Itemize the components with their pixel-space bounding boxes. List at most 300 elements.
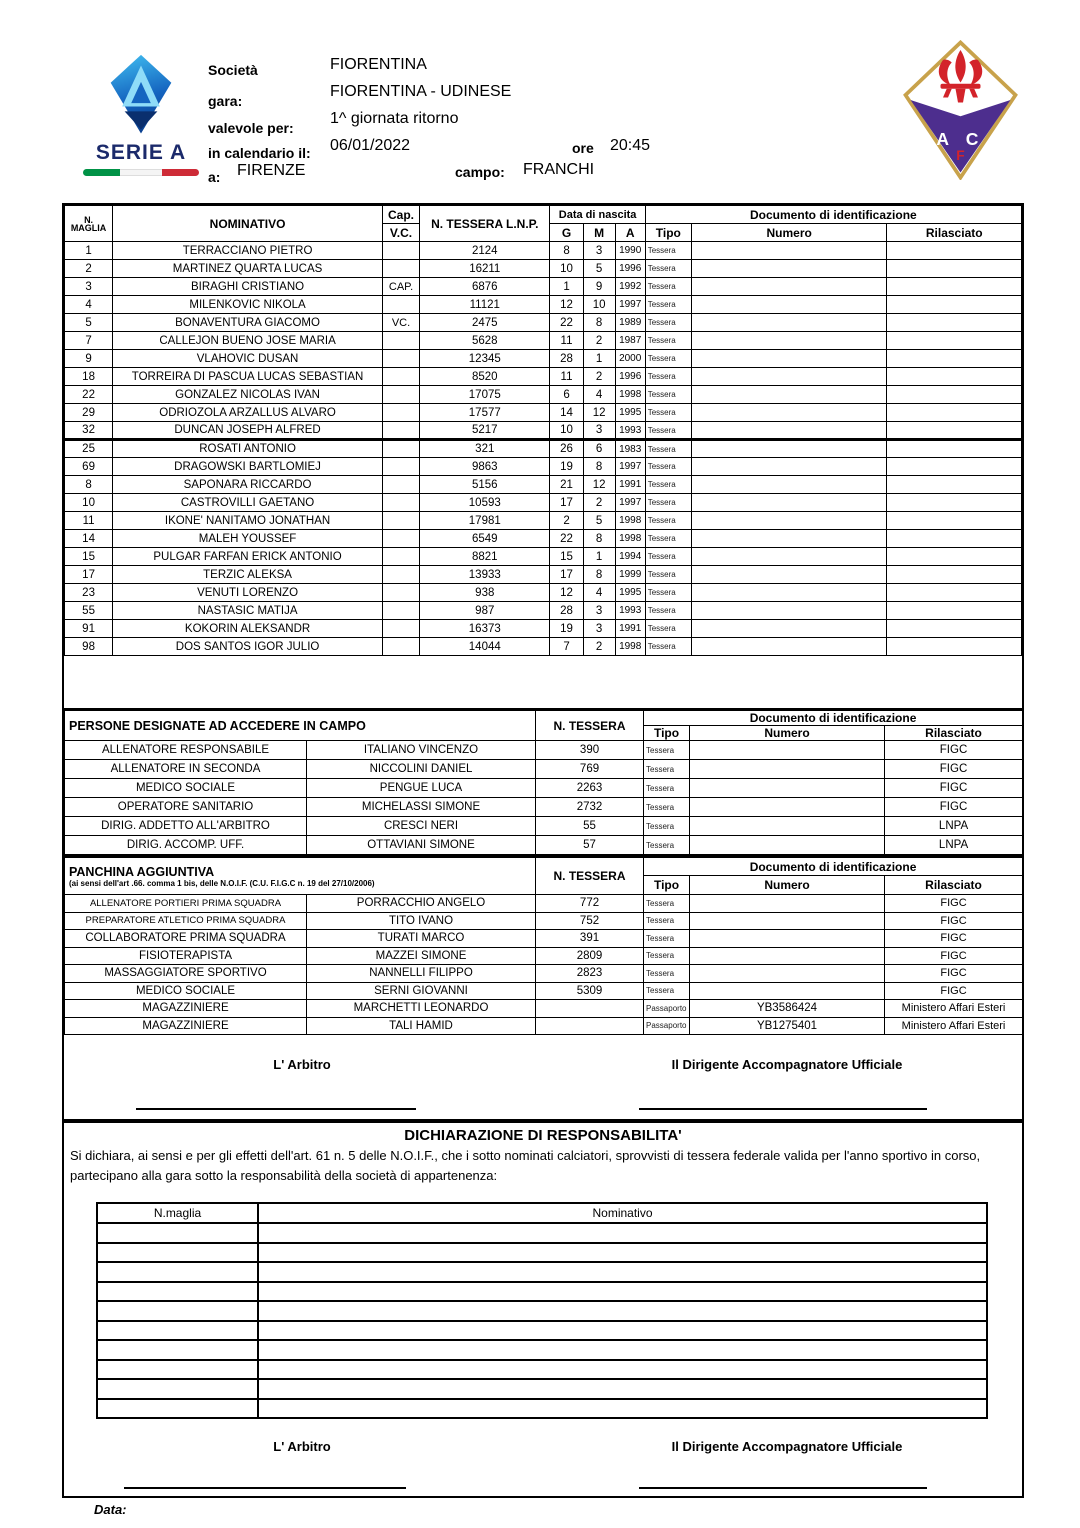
staff-tessera: 2732 (536, 798, 644, 817)
player-captain-flag (382, 386, 419, 404)
player-tessera: 9863 (420, 458, 550, 476)
player-name: DOS SANTOS IGOR JULIO (113, 638, 383, 656)
player-birth-month: 9 (583, 278, 615, 296)
staff-row (65, 1000, 1023, 1018)
header-a: A (615, 224, 645, 242)
player-doc-numero (691, 566, 887, 584)
player-name: MALEH YOUSSEF (113, 530, 383, 548)
date-label: Data: (94, 1502, 127, 1517)
player-shirt-number: 25 (65, 440, 113, 458)
player-tessera: 10593 (420, 494, 550, 512)
player-birth-day: 28 (550, 602, 583, 620)
player-captain-flag (382, 332, 419, 350)
staff-row (65, 930, 1023, 948)
player-tessera: 8520 (420, 368, 550, 386)
header-tipo: Tipo (645, 224, 691, 242)
staff-tessera (536, 1000, 644, 1018)
player-birth-month: 3 (583, 242, 615, 260)
persone-title: PERSONE DESIGNATE AD ACCEDERE IN CAMPO (65, 710, 536, 741)
player-doc-numero (691, 350, 887, 368)
staff-tessera: 55 (536, 817, 644, 836)
player-captain-flag (382, 638, 419, 656)
persone-tipo-header: Tipo (644, 726, 690, 741)
staff-name: ITALIANO VINCENZO (307, 741, 536, 760)
player-birth-day: 10 (550, 260, 583, 278)
empty-row (97, 1262, 987, 1282)
staff-name: OTTAVIANI SIMONE (307, 836, 536, 855)
player-doc-numero (691, 278, 887, 296)
player-birth-month: 3 (583, 602, 615, 620)
staff-row (65, 1017, 1023, 1035)
player-doc-tipo: Tessera (645, 458, 691, 476)
player-birth-month: 2 (583, 494, 615, 512)
player-birth-day: 7 (550, 638, 583, 656)
panchina-doc-header: Documento di identificazione (644, 857, 1023, 876)
empty-row (97, 1223, 987, 1243)
staff-tessera: 752 (536, 912, 644, 930)
player-row (65, 278, 1022, 296)
player-doc-rilasciato (887, 386, 1022, 404)
player-doc-numero (691, 584, 887, 602)
staff-name: MAZZEI SIMONE (307, 947, 536, 965)
staff-doc-numero (690, 760, 885, 779)
player-birth-month: 2 (583, 332, 615, 350)
player-row (65, 512, 1022, 530)
player-doc-numero (691, 242, 887, 260)
player-birth-day: 11 (550, 332, 583, 350)
staff-role: ALLENATORE IN SECONDA (65, 760, 307, 779)
player-doc-numero (691, 386, 887, 404)
player-captain-flag (382, 422, 419, 440)
staff-name: TALI HAMID (307, 1017, 536, 1035)
player-doc-rilasciato (887, 638, 1022, 656)
panchina-rows (65, 895, 1023, 1035)
player-row (65, 476, 1022, 494)
empty-nominativo-cell (258, 1243, 987, 1263)
player-birth-day: 15 (550, 548, 583, 566)
staff-tessera: 391 (536, 930, 644, 948)
player-tessera: 987 (420, 602, 550, 620)
player-name: CALLEJON BUENO JOSE MARIA (113, 332, 383, 350)
player-tessera: 17981 (420, 512, 550, 530)
player-doc-tipo: Tessera (645, 404, 691, 422)
player-shirt-number: 23 (65, 584, 113, 602)
staff-name: PENGUE LUCA (307, 779, 536, 798)
staff-doc-numero (690, 741, 885, 760)
player-captain-flag: VC. (382, 314, 419, 332)
player-row (65, 260, 1022, 278)
declaration-box (62, 1121, 1024, 1498)
player-name: GONZALEZ NICOLAS IVAN (113, 386, 383, 404)
staff-doc-tipo: Tessera (644, 912, 690, 930)
player-tessera: 2124 (420, 242, 550, 260)
staff-doc-numero (690, 817, 885, 836)
player-shirt-number: 29 (65, 404, 113, 422)
header-vc: V.C. (382, 224, 419, 242)
empty-nominativo-cell (258, 1223, 987, 1243)
header-cap: Cap. (382, 206, 419, 224)
player-row (65, 494, 1022, 512)
player-shirt-number: 4 (65, 296, 113, 314)
staff-doc-tipo: Tessera (644, 741, 690, 760)
player-captain-flag (382, 494, 419, 512)
persone-doc-header: Documento di identificazione (644, 710, 1023, 726)
staff-doc-numero (690, 947, 885, 965)
label-calendario: in calendario il: (208, 145, 311, 161)
staff-role: MAGAZZINIERE (65, 1017, 307, 1035)
player-doc-tipo: Tessera (645, 278, 691, 296)
empty-nominativo-cell (258, 1282, 987, 1302)
player-doc-rilasciato (887, 530, 1022, 548)
player-birth-year: 1996 (615, 368, 645, 386)
empty-nominativo-cell (258, 1360, 987, 1380)
header-m: M (583, 224, 615, 242)
serie-a-wordmark: SERIE A (95, 141, 187, 164)
player-birth-year: 1991 (615, 476, 645, 494)
staff-doc-numero (690, 982, 885, 1000)
persone-rows (65, 741, 1023, 855)
player-doc-tipo: Tessera (645, 494, 691, 512)
staff-doc-tipo: Tessera (644, 798, 690, 817)
player-shirt-number: 18 (65, 368, 113, 386)
player-doc-tipo: Tessera (645, 548, 691, 566)
player-doc-numero (691, 314, 887, 332)
declaration-table (96, 1202, 988, 1419)
player-doc-numero (691, 548, 887, 566)
staff-name: NANNELLI FILIPPO (307, 965, 536, 983)
player-birth-year: 1997 (615, 458, 645, 476)
declaration-col-maglia: N.maglia (97, 1203, 258, 1223)
panchina-tipo-header: Tipo (644, 876, 690, 895)
staff-name: MARCHETTI LEONARDO (307, 1000, 536, 1018)
empty-row (97, 1340, 987, 1360)
player-birth-day: 6 (550, 386, 583, 404)
label-ore: ore (572, 140, 594, 156)
players-starters (65, 242, 1022, 440)
staff-tessera: 772 (536, 895, 644, 913)
staff-role: DIRIG. ADDETTO ALL'ARBITRO (65, 817, 307, 836)
player-doc-numero (691, 638, 887, 656)
player-shirt-number: 69 (65, 458, 113, 476)
player-birth-day: 19 (550, 458, 583, 476)
header-rilasciato: Rilasciato (887, 224, 1022, 242)
header-nominativo: NOMINATIVO (113, 206, 383, 242)
staff-role: ALLENATORE PORTIERI PRIMA SQUADRA (65, 895, 307, 913)
persone-numero-header: Numero (690, 726, 885, 741)
player-birth-day: 12 (550, 296, 583, 314)
player-doc-tipo: Tessera (645, 350, 691, 368)
player-doc-rilasciato (887, 458, 1022, 476)
player-doc-rilasciato (887, 602, 1022, 620)
serie-a-mark-icon (100, 52, 182, 138)
staff-doc-tipo: Tessera (644, 930, 690, 948)
fiorentina-crest (893, 40, 1028, 180)
player-doc-numero (691, 620, 887, 638)
player-row (65, 602, 1022, 620)
header-g: G (550, 224, 583, 242)
empty-maglia-cell (97, 1340, 258, 1360)
player-tessera: 16211 (420, 260, 550, 278)
staff-role: MASSAGGIATORE SPORTIVO (65, 965, 307, 983)
player-name: MARTINEZ QUARTA LUCAS (113, 260, 383, 278)
player-birth-month: 8 (583, 314, 615, 332)
player-birth-year: 1998 (615, 386, 645, 404)
staff-role: MEDICO SOCIALE (65, 779, 307, 798)
staff-tessera: 57 (536, 836, 644, 855)
staff-doc-tipo: Tessera (644, 965, 690, 983)
value-campo: FRANCHI (523, 161, 595, 178)
player-birth-month: 12 (583, 404, 615, 422)
staff-role: ALLENATORE RESPONSABILE (65, 741, 307, 760)
player-name: TORREIRA DI PASCUA LUCAS SEBASTIAN (113, 368, 383, 386)
player-birth-day: 26 (550, 440, 583, 458)
player-tessera: 17075 (420, 386, 550, 404)
declaration-title: DICHIARAZIONE DI RESPONSABILITA' (404, 1127, 682, 1144)
player-doc-tipo: Tessera (645, 512, 691, 530)
player-captain-flag (382, 620, 419, 638)
player-captain-flag (382, 584, 419, 602)
player-birth-day: 28 (550, 350, 583, 368)
empty-nominativo-cell (258, 1379, 987, 1399)
player-captain-flag (382, 566, 419, 584)
header-tessera: N. TESSERA L.N.P. (420, 206, 550, 242)
persone-tessera-header: N. TESSERA (536, 710, 644, 741)
player-tessera: 12345 (420, 350, 550, 368)
player-row (65, 638, 1022, 656)
player-doc-tipo: Tessera (645, 620, 691, 638)
player-doc-numero (691, 512, 887, 530)
player-birth-month: 8 (583, 458, 615, 476)
player-doc-rilasciato (887, 512, 1022, 530)
staff-doc-rilasciato: FIGC (885, 982, 1023, 1000)
player-doc-tipo: Tessera (645, 602, 691, 620)
player-doc-numero (691, 260, 887, 278)
player-birth-day: 22 (550, 530, 583, 548)
player-shirt-number: 15 (65, 548, 113, 566)
player-doc-numero (691, 476, 887, 494)
player-doc-tipo: Tessera (645, 584, 691, 602)
staff-doc-tipo: Tessera (644, 760, 690, 779)
player-name: BONAVENTURA GIACOMO (113, 314, 383, 332)
player-birth-month: 5 (583, 512, 615, 530)
player-birth-year: 1990 (615, 242, 645, 260)
player-tessera: 938 (420, 584, 550, 602)
label-societa: Società (208, 62, 258, 78)
referee-signature-line (136, 1108, 416, 1110)
official-signature-line (639, 1487, 927, 1489)
player-doc-numero (691, 422, 887, 440)
staff-doc-tipo: Tessera (644, 817, 690, 836)
panchina-numero-header: Numero (690, 876, 885, 895)
empty-row (97, 1282, 987, 1302)
player-birth-month: 1 (583, 548, 615, 566)
player-captain-flag (382, 512, 419, 530)
player-tessera: 5217 (420, 422, 550, 440)
header-documento: Documento di identificazione (645, 206, 1021, 224)
declaration-empty-rows (97, 1223, 987, 1418)
italy-tricolor-icon (83, 169, 199, 176)
player-birth-year: 1983 (615, 440, 645, 458)
player-shirt-number: 8 (65, 476, 113, 494)
referee-signature-label: L' Arbitro (273, 1439, 331, 1455)
persone-rilasciato-header: Rilasciato (885, 726, 1023, 741)
staff-doc-numero: YB1275401 (690, 1017, 885, 1035)
player-doc-rilasciato (887, 368, 1022, 386)
player-doc-numero (691, 602, 887, 620)
staff-name: NICCOLINI DANIEL (307, 760, 536, 779)
player-doc-tipo: Tessera (645, 296, 691, 314)
empty-row (97, 1399, 987, 1419)
staff-doc-rilasciato: Ministero Affari Esteri (885, 1000, 1023, 1018)
player-birth-month: 4 (583, 584, 615, 602)
player-birth-year: 1996 (615, 260, 645, 278)
staff-role: PREPARATORE ATLETICO PRIMA SQUADRA (65, 912, 307, 930)
player-name: ROSATI ANTONIO (113, 440, 383, 458)
player-row (65, 620, 1022, 638)
player-row (65, 314, 1022, 332)
player-doc-rilasciato (887, 260, 1022, 278)
persone-designate-table (64, 708, 1023, 855)
player-row (65, 350, 1022, 368)
empty-row (97, 1243, 987, 1263)
staff-row (65, 798, 1023, 817)
staff-row (65, 895, 1023, 913)
player-birth-day: 17 (550, 494, 583, 512)
official-signature-label: Il Dirigente Accompagnatore Ufficiale (671, 1439, 903, 1455)
staff-row (65, 965, 1023, 983)
player-birth-month: 10 (583, 296, 615, 314)
staff-tessera: 2823 (536, 965, 644, 983)
player-tessera: 2475 (420, 314, 550, 332)
player-name: DRAGOWSKI BARTLOMIEJ (113, 458, 383, 476)
player-tessera: 5156 (420, 476, 550, 494)
value-gara: FIORENTINA - UDINESE (330, 83, 512, 100)
panchina-rilasciato-header: Rilasciato (885, 876, 1023, 895)
player-tessera: 13933 (420, 566, 550, 584)
staff-doc-tipo: Tessera (644, 836, 690, 855)
panchina-tessera-header: N. TESSERA (536, 857, 644, 895)
player-birth-year: 1997 (615, 296, 645, 314)
staff-doc-rilasciato: FIGC (885, 779, 1023, 798)
staff-role: MAGAZZINIERE (65, 1000, 307, 1018)
player-birth-year: 1998 (615, 530, 645, 548)
player-row (65, 242, 1022, 260)
declaration-body: Si dichiara, ai sensi e per gli effetti dell'art. 61 n. 5 delle N.O.I.F., che i sotto nominati calciatori, sprovvisti di tessera federale valida per l'anno sportivo in corso, partecipano alla gara sotto la responsabilità della società di appartenenza: (70, 1148, 981, 1184)
player-name: PULGAR FARFAN ERICK ANTONIO (113, 548, 383, 566)
player-doc-tipo: Tessera (645, 566, 691, 584)
player-name: VENUTI LORENZO (113, 584, 383, 602)
player-shirt-number: 9 (65, 350, 113, 368)
player-name: SAPONARA RICCARDO (113, 476, 383, 494)
player-captain-flag (382, 476, 419, 494)
player-birth-year: 1995 (615, 404, 645, 422)
staff-doc-rilasciato: FIGC (885, 930, 1023, 948)
staff-role: FISIOTERAPISTA (65, 947, 307, 965)
player-birth-month: 8 (583, 530, 615, 548)
player-tessera: 5628 (420, 332, 550, 350)
staff-tessera: 2809 (536, 947, 644, 965)
staff-name: TURATI MARCO (307, 930, 536, 948)
staff-name: CRESCI NERI (307, 817, 536, 836)
staff-tessera (536, 1017, 644, 1035)
player-birth-year: 1989 (615, 314, 645, 332)
player-shirt-number: 11 (65, 512, 113, 530)
value-valevole: 1^ giornata ritorno (330, 110, 459, 127)
empty-nominativo-cell (258, 1321, 987, 1341)
value-societa: FIORENTINA (330, 56, 427, 73)
player-name: IKONE' NANITAMO JONATHAN (113, 512, 383, 530)
staff-doc-numero (690, 895, 885, 913)
staff-doc-rilasciato: FIGC (885, 741, 1023, 760)
player-doc-tipo: Tessera (645, 260, 691, 278)
player-row (65, 530, 1022, 548)
player-birth-month: 3 (583, 620, 615, 638)
player-captain-flag (382, 404, 419, 422)
player-shirt-number: 3 (65, 278, 113, 296)
staff-doc-numero (690, 930, 885, 948)
staff-tessera: 390 (536, 741, 644, 760)
staff-row (65, 760, 1023, 779)
staff-role: DIRIG. ACCOMP. UFF. (65, 836, 307, 855)
fiorentina-crest-icon (893, 40, 1028, 180)
staff-doc-numero: YB3586424 (690, 1000, 885, 1018)
value-data: 06/01/2022 (330, 137, 411, 154)
player-shirt-number: 5 (65, 314, 113, 332)
player-birth-year: 1993 (615, 422, 645, 440)
player-birth-year: 1999 (615, 566, 645, 584)
player-birth-day: 2 (550, 512, 583, 530)
signature-area-top (64, 1035, 1022, 1119)
empty-row (97, 1379, 987, 1399)
header-numero: Numero (691, 224, 887, 242)
empty-nominativo-cell (258, 1399, 987, 1419)
player-birth-month: 8 (583, 566, 615, 584)
player-shirt-number: 55 (65, 602, 113, 620)
staff-doc-tipo: Tessera (644, 895, 690, 913)
staff-role: OPERATORE SANITARIO (65, 798, 307, 817)
players-substitutes (65, 440, 1022, 656)
player-birth-month: 2 (583, 638, 615, 656)
player-shirt-number: 32 (65, 422, 113, 440)
player-birth-year: 1997 (615, 494, 645, 512)
empty-maglia-cell (97, 1223, 258, 1243)
player-birth-year: 2000 (615, 350, 645, 368)
official-signature-line (639, 1108, 927, 1110)
player-birth-month: 5 (583, 260, 615, 278)
empty-row (97, 1321, 987, 1341)
declaration-col-nominativo: Nominativo (258, 1203, 987, 1223)
value-citta: FIRENZE (237, 162, 306, 179)
player-name: ODRIOZOLA ARZALLUS ALVARO (113, 404, 383, 422)
header-n-maglia: N. MAGLIA (65, 206, 113, 242)
player-doc-rilasciato (887, 566, 1022, 584)
player-row (65, 386, 1022, 404)
match-sheet-box (62, 203, 1024, 1121)
staff-role: MEDICO SOCIALE (65, 982, 307, 1000)
player-doc-rilasciato (887, 350, 1022, 368)
player-birth-day: 1 (550, 278, 583, 296)
player-tessera: 321 (420, 440, 550, 458)
player-shirt-number: 14 (65, 530, 113, 548)
player-shirt-number: 2 (65, 260, 113, 278)
player-row (65, 566, 1022, 584)
staff-doc-numero (690, 779, 885, 798)
player-doc-rilasciato (887, 584, 1022, 602)
player-doc-numero (691, 368, 887, 386)
player-captain-flag: CAP. (382, 278, 419, 296)
player-birth-year: 1998 (615, 512, 645, 530)
player-birth-year: 1991 (615, 620, 645, 638)
